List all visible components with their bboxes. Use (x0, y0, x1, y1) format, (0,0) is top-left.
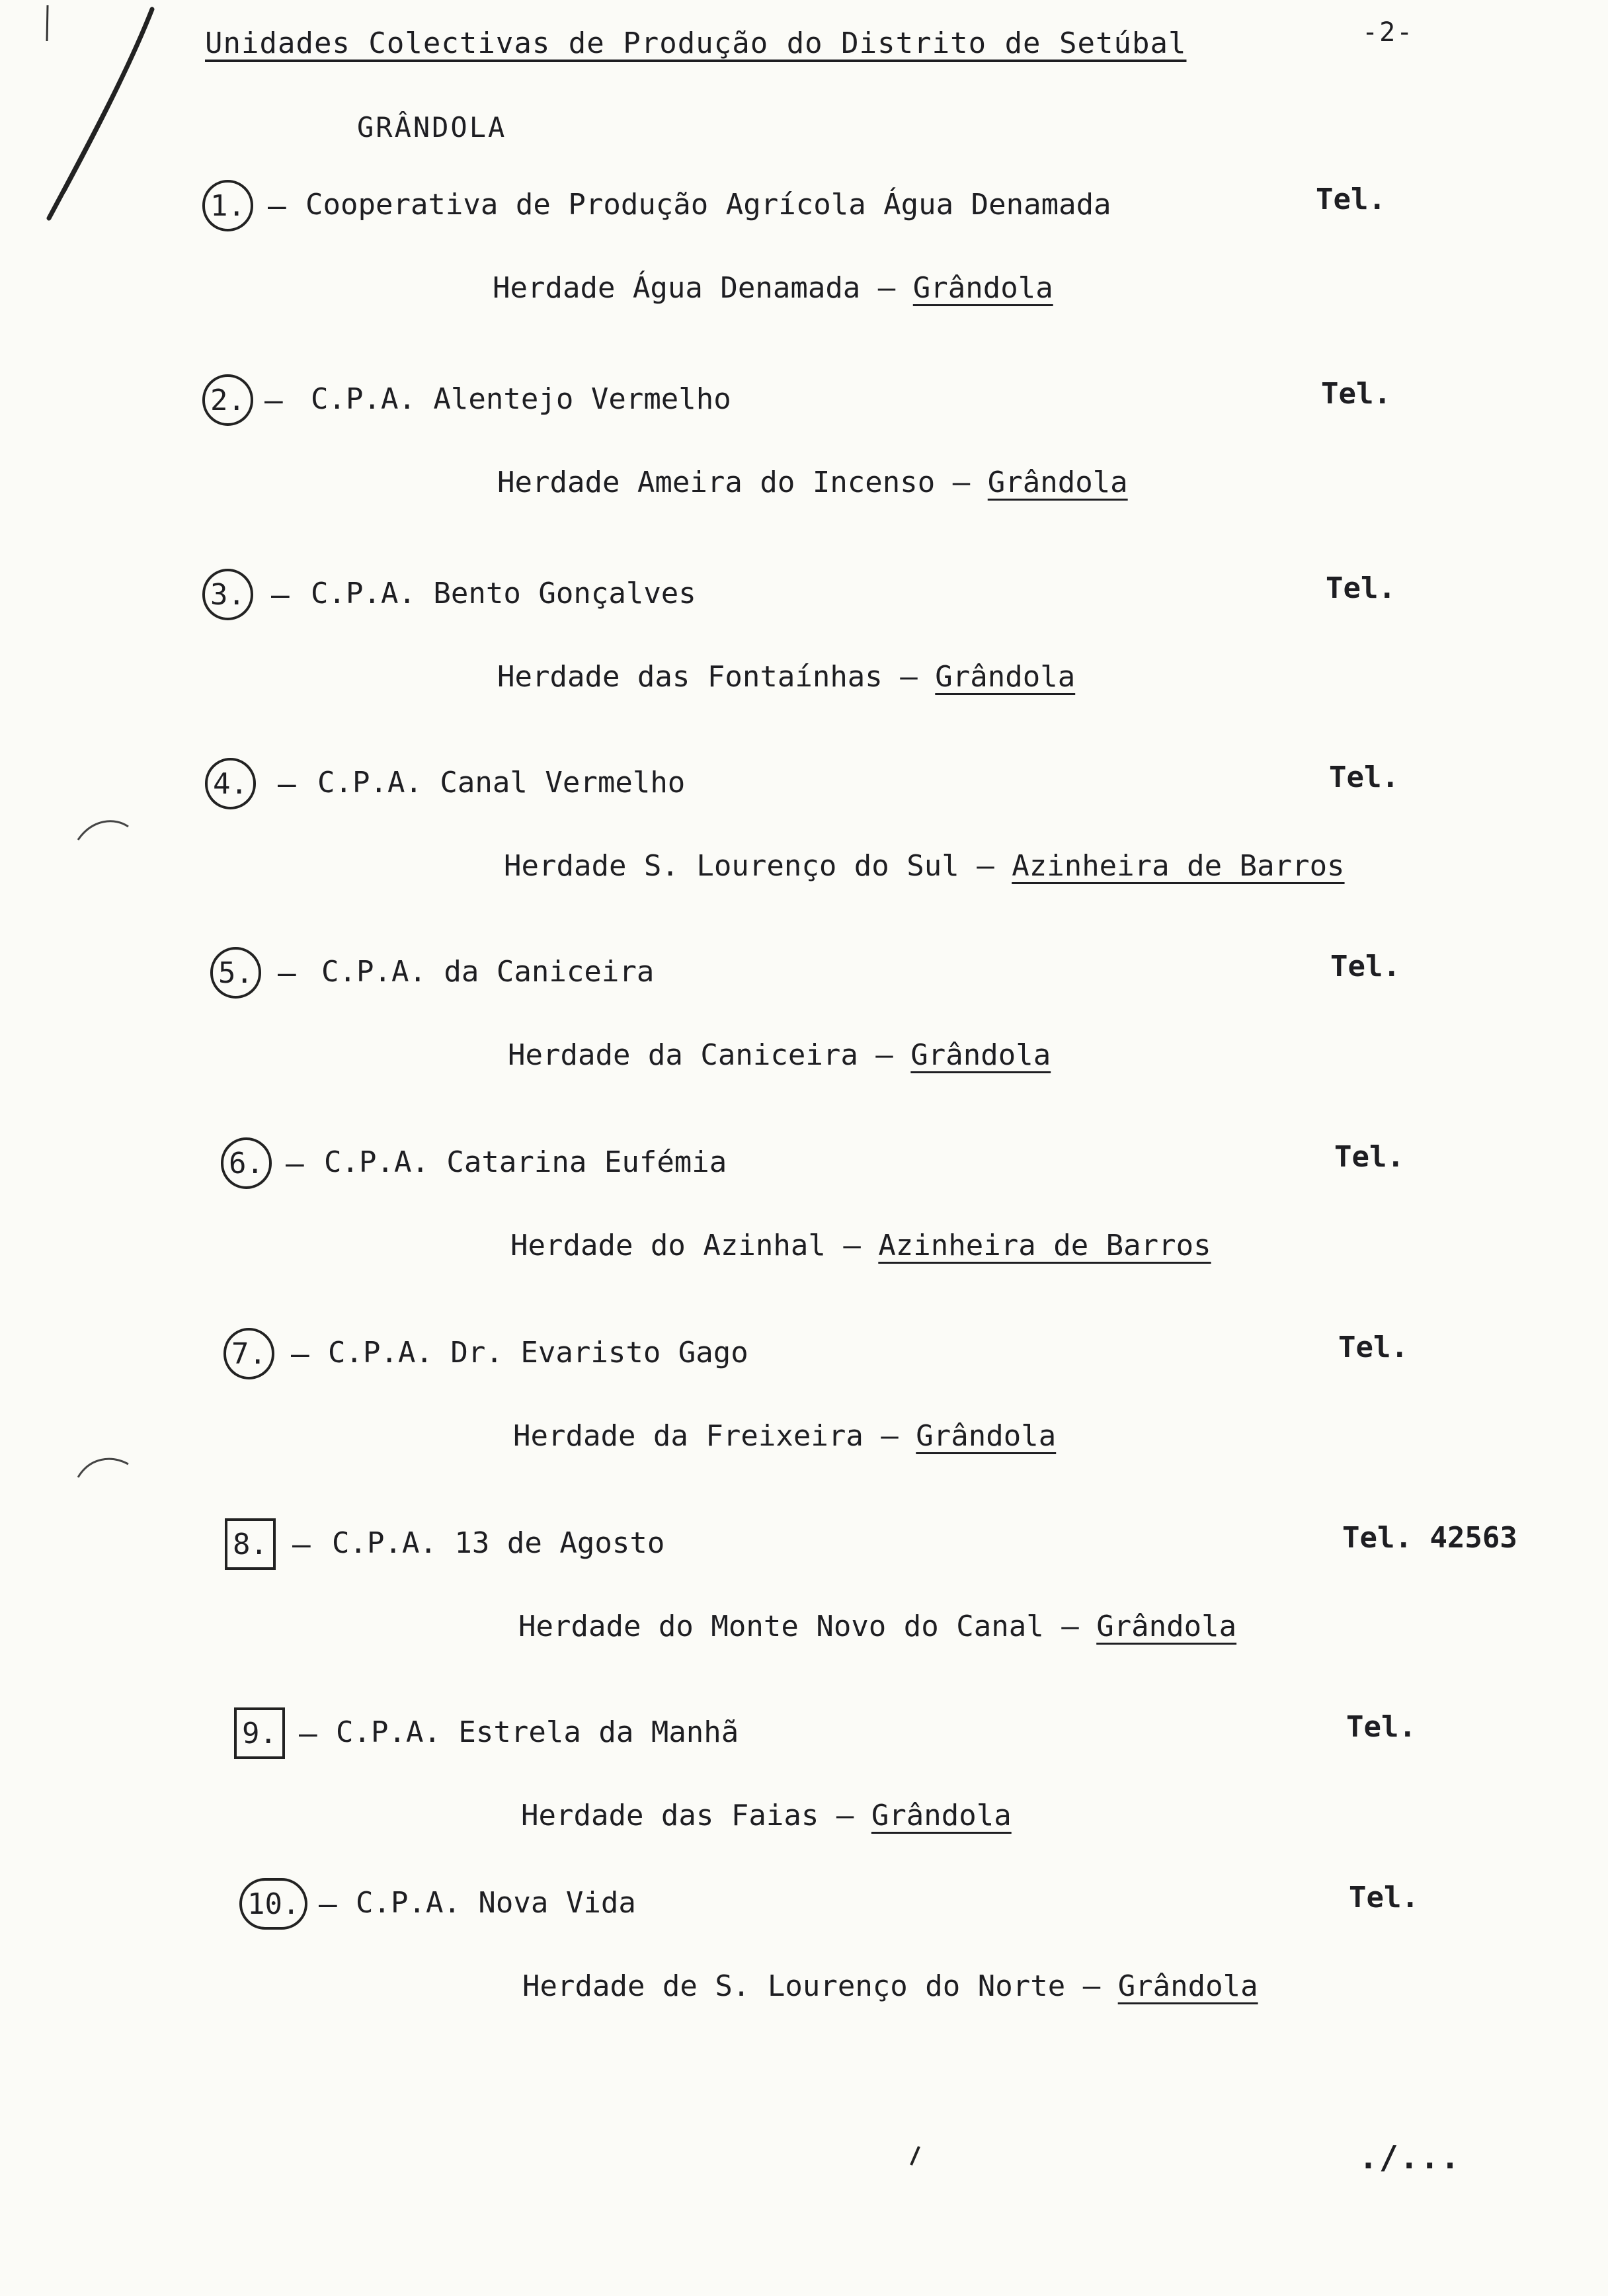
continuation-mark: ./... (1359, 2139, 1461, 2176)
cooperative-name: C.P.A. da Caniceira (321, 955, 655, 989)
margin-mark-top (44, 4, 52, 44)
entry-dash: – (268, 188, 286, 224)
entry-9 (0, 1707, 1608, 1866)
estate-address: Herdade S. Lourenço do Sul – Azinheira de Barros (504, 849, 1345, 883)
estate-name: Herdade de S. Lourenço do Norte (522, 1969, 1066, 2003)
cooperative-name: C.P.A. Dr. Evaristo Gago (328, 1336, 748, 1370)
cooperative-name: C.P.A. Catarina Eufémia (324, 1145, 727, 1179)
entry-number-mark: 4. (205, 758, 256, 809)
entry-number-mark: 8. (225, 1518, 276, 1570)
entry-6 (0, 1137, 1608, 1296)
estate-address: Herdade do Monte Novo do Canal – Grândola (518, 1610, 1237, 1643)
estate-name: Herdade das Faias (521, 1799, 819, 1832)
entry-number-mark: 9. (234, 1707, 285, 1759)
entry-number-mark: 2. (202, 374, 253, 426)
locality: Grândola (1096, 1610, 1237, 1643)
entry-dash: – (286, 1145, 304, 1181)
telephone-label: Tel. (1329, 760, 1399, 794)
entry-number-mark: 10. (239, 1878, 307, 1930)
entry-dash: – (291, 1336, 309, 1372)
locality: Grândola (935, 660, 1076, 694)
entry-dash: – (299, 1715, 317, 1751)
entry-dash: – (319, 1886, 337, 1922)
locality: Grândola (912, 271, 1053, 305)
cooperative-name: C.P.A. Bento Gonçalves (311, 577, 696, 610)
estate-address: Herdade Ameira do Incenso – Grândola (497, 466, 1128, 499)
cooperative-name: C.P.A. Estrela da Manhã (336, 1715, 739, 1749)
entry-10 (0, 1878, 1608, 2037)
stray-pen-mark (906, 2143, 926, 2169)
entry-2 (0, 374, 1608, 533)
section-heading: GRÂNDOLA (357, 111, 507, 144)
entry-dash: – (264, 382, 283, 418)
telephone-label: Tel. 42563 (1342, 1521, 1517, 1555)
cooperative-name: C.P.A. 13 de Agosto (332, 1526, 665, 1560)
locality: Grândola (916, 1419, 1057, 1453)
telephone-label: Tel. (1346, 1710, 1416, 1744)
entry-8 (0, 1518, 1608, 1677)
telephone-label: Tel. (1338, 1331, 1408, 1364)
entry-4 (0, 758, 1608, 917)
document-title: Unidades Colectivas de Produção do Distrito de Setúbal (205, 26, 1187, 60)
estate-name: Herdade do Azinhal (510, 1229, 826, 1262)
estate-address: Herdade das Faias – Grândola (521, 1799, 1012, 1832)
entry-number-mark: 5. (210, 947, 261, 999)
telephone-label: Tel. (1326, 571, 1396, 605)
estate-name: Herdade S. Lourenço do Sul (504, 849, 959, 883)
locality: Grândola (1117, 1969, 1258, 2003)
telephone-label: Tel. (1321, 377, 1391, 411)
locality: Azinheira de Barros (878, 1229, 1211, 1262)
telephone-label: Tel. (1330, 950, 1400, 983)
entry-number-mark: 6. (221, 1137, 272, 1189)
estate-address: Herdade do Azinhal – Azinheira de Barros (510, 1229, 1211, 1262)
entry-5 (0, 947, 1608, 1106)
telephone-label: Tel. (1316, 183, 1386, 216)
cooperative-name: Cooperativa de Produção Agrícola Água Denamada (305, 188, 1111, 222)
entry-dash: – (271, 577, 290, 612)
page-number: -2- (1362, 17, 1414, 48)
cooperative-name: C.P.A. Canal Vermelho (317, 766, 686, 800)
entry-dash: – (292, 1526, 311, 1562)
telephone-label: Tel. (1349, 1881, 1419, 1914)
estate-name: Herdade Ameira do Incenso (497, 466, 936, 499)
entry-3 (0, 569, 1608, 727)
estate-name: Herdade da Caniceira (508, 1038, 858, 1072)
cooperative-name: C.P.A. Nova Vida (356, 1886, 636, 1920)
estate-name: Herdade das Fontaínhas (497, 660, 883, 694)
locality: Azinheira de Barros (1012, 849, 1345, 883)
estate-address: Herdade da Freixeira – Grândola (513, 1419, 1057, 1453)
estate-address: Herdade da Caniceira – Grândola (508, 1038, 1051, 1072)
entry-number-mark: 3. (202, 569, 253, 620)
locality: Grândola (910, 1038, 1051, 1072)
cooperative-name: C.P.A. Alentejo Vermelho (311, 382, 731, 416)
estate-address: Herdade Água Denamada – Grândola (493, 271, 1053, 305)
locality: Grândola (871, 1799, 1012, 1832)
telephone-label: Tel. (1334, 1140, 1404, 1174)
entry-number-mark: 7. (223, 1328, 274, 1379)
entry-number-mark: 1. (202, 180, 253, 231)
locality: Grândola (987, 466, 1128, 499)
entry-1 (0, 180, 1608, 339)
entry-dash: – (278, 766, 296, 801)
entry-7 (0, 1328, 1608, 1487)
estate-address: Herdade de S. Lourenço do Norte – Grândola (522, 1969, 1258, 2003)
estate-name: Herdade Água Denamada (493, 271, 861, 305)
estate-name: Herdade da Freixeira (513, 1419, 864, 1453)
entry-dash: – (278, 955, 296, 991)
estate-address: Herdade das Fontaínhas – Grândola (497, 660, 1076, 694)
estate-name: Herdade do Monte Novo do Canal (518, 1610, 1044, 1643)
